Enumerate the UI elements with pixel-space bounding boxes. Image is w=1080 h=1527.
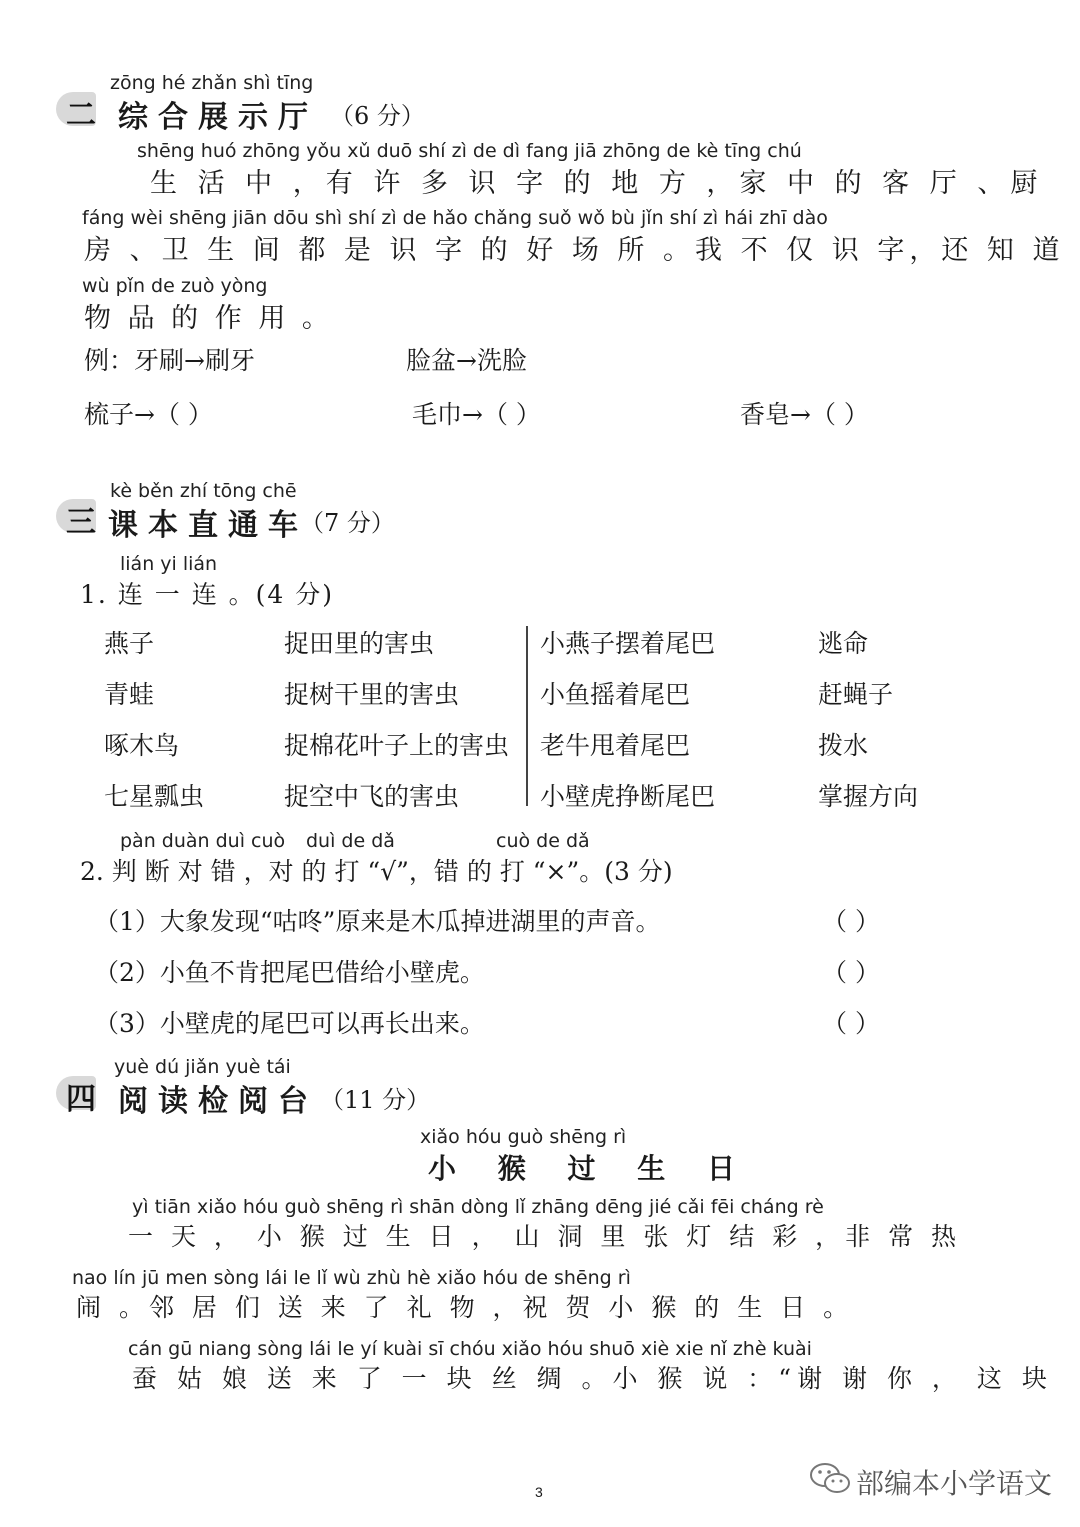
- story-line1-text: 一 天 ， 小 猴 过 生 日 ， 山 洞 里 张 灯 结 彩 ，非 常 热: [128, 1222, 962, 1251]
- section2-number: 二: [66, 98, 96, 133]
- q2-pinyin-b: duì de dǎ: [306, 830, 395, 852]
- watermark-text: 部编本小学语文: [856, 1467, 1053, 1500]
- c2-r2: 捉树干里的害虫: [284, 680, 460, 709]
- story-line3-pinyin: cán gū niang sòng lái le yí kuài sī chóu xiǎo hóu shuō xiè xie nǐ zhè kuài: [128, 1338, 812, 1360]
- section2-title: 综合展示厅: [118, 100, 318, 135]
- s2-line2-text: 房 、卫 生 间 都 是 识 字 的 好 场 所 。我 不 仅 识 字，还 知 道: [84, 235, 1065, 266]
- section4-score: （11 分）: [320, 1086, 431, 1114]
- s2-line3-pinyin: wù pǐn de zuò yòng: [82, 275, 268, 297]
- story-title: 小 猴 过 生 日: [428, 1152, 751, 1185]
- judge-3: （3）小壁虎的尾巴可以再长出来。: [94, 1009, 485, 1038]
- story-line2-text: 闹 。邻 居 们 送 来 了 礼 物 ，祝 贺 小 猴 的 生 日 。: [76, 1293, 854, 1322]
- section4-pinyin: yuè dú jiǎn yuè tái: [114, 1056, 291, 1078]
- q2-heading: 2. 判 断 对 错 ，对 的 打 “√”，错 的 打 “×”。(3 分): [80, 857, 673, 886]
- section4-title: 阅读检阅台: [118, 1084, 318, 1119]
- section3-score: （7 分）: [300, 509, 395, 537]
- c2-r4: 捉空中飞的害虫: [284, 782, 460, 811]
- c4-r3: 拨水: [818, 731, 869, 760]
- c4-r4: 掌握方向: [818, 782, 919, 811]
- page-number: 3: [535, 1484, 543, 1500]
- example-2: 脸盆→洗脸: [406, 346, 527, 375]
- example-1: 例：牙刷→刷牙: [84, 346, 255, 375]
- judge-2-blank: （ ）: [822, 958, 880, 987]
- blank-comb: 梳子→（ ）: [84, 400, 213, 429]
- blank-soap: 香皂→（ ）: [740, 400, 869, 429]
- c2-r3: 捉棉花叶子上的害虫: [284, 731, 510, 760]
- c1-r3: 啄木鸟: [104, 731, 180, 760]
- wechat-icon: [808, 1460, 852, 1496]
- story-line3-text: 蚕 姑 娘 送 来 了 一 块 丝 绸 。小 猴 说 ：“谢 谢 你 ， 这 块: [132, 1364, 1053, 1393]
- c4-r1: 逃命: [818, 629, 869, 658]
- c1-r4: 七星瓢虫: [104, 782, 205, 811]
- s2-line2-pinyin: fáng wèi shēng jiān dōu shì shí zì de hǎo chǎng suǒ wǒ bù jǐn shí zì hái zhī dào: [82, 207, 828, 229]
- story-title-pinyin: xiǎo hóu guò shēng rì: [420, 1126, 627, 1148]
- c4-r2: 赶蝇子: [818, 680, 894, 709]
- c2-r1: 捉田里的害虫: [284, 629, 435, 658]
- section3-number: 三: [66, 505, 96, 540]
- s2-line1-pinyin: shēng huó zhōng yǒu xǔ duō shí zì de dì fang jiā zhōng de kè tīng chú: [137, 140, 802, 162]
- match-divider: [526, 626, 528, 806]
- q1-heading: 1. 连 一 连 。(4 分): [80, 580, 334, 609]
- c3-r4: 小壁虎挣断尾巴: [540, 782, 716, 811]
- s2-line3-text: 物 品 的 作 用 。: [84, 303, 333, 334]
- q1-pinyin: lián yi lián: [120, 553, 218, 575]
- judge-1: （1）大象发现“咕咚”原来是木瓜掉进湖里的声音。: [94, 907, 661, 936]
- judge-2: （2）小鱼不肯把尾巴借给小壁虎。: [94, 958, 485, 987]
- judge-1-blank: （ ）: [822, 907, 880, 936]
- c3-r1: 小燕子摆着尾巴: [540, 629, 716, 658]
- section4-number: 四: [66, 1082, 96, 1117]
- c1-r2: 青蛙: [104, 680, 155, 709]
- q2-pinyin-c: cuò de dǎ: [496, 830, 590, 852]
- section3-title: 课本直通车: [108, 508, 308, 543]
- q2-pinyin-a: pàn duàn duì cuò: [120, 830, 286, 852]
- s2-line1-text: 生 活 中 ，有 许 多 识 字 的 地 方 ，家 中 的 客 厅 、厨: [150, 168, 1044, 199]
- c1-r1: 燕子: [104, 629, 155, 658]
- section2-pinyin: zōng hé zhǎn shì tīng: [110, 72, 314, 94]
- section3-pinyin: kè běn zhí tōng chē: [110, 480, 297, 502]
- section2-score: （6 分）: [330, 102, 425, 130]
- story-line2-pinyin: nao lín jū men sòng lái le lǐ wù zhù hè xiǎo hóu de shēng rì: [72, 1267, 631, 1289]
- story-line1-pinyin: yì tiān xiǎo hóu guò shēng rì shān dòng lǐ zhāng dēng jié cǎi fēi cháng rè: [132, 1196, 824, 1218]
- c3-r3: 老牛甩着尾巴: [540, 731, 691, 760]
- c3-r2: 小鱼摇着尾巴: [540, 680, 691, 709]
- blank-towel: 毛巾→（ ）: [412, 400, 541, 429]
- judge-3-blank: （ ）: [822, 1009, 880, 1038]
